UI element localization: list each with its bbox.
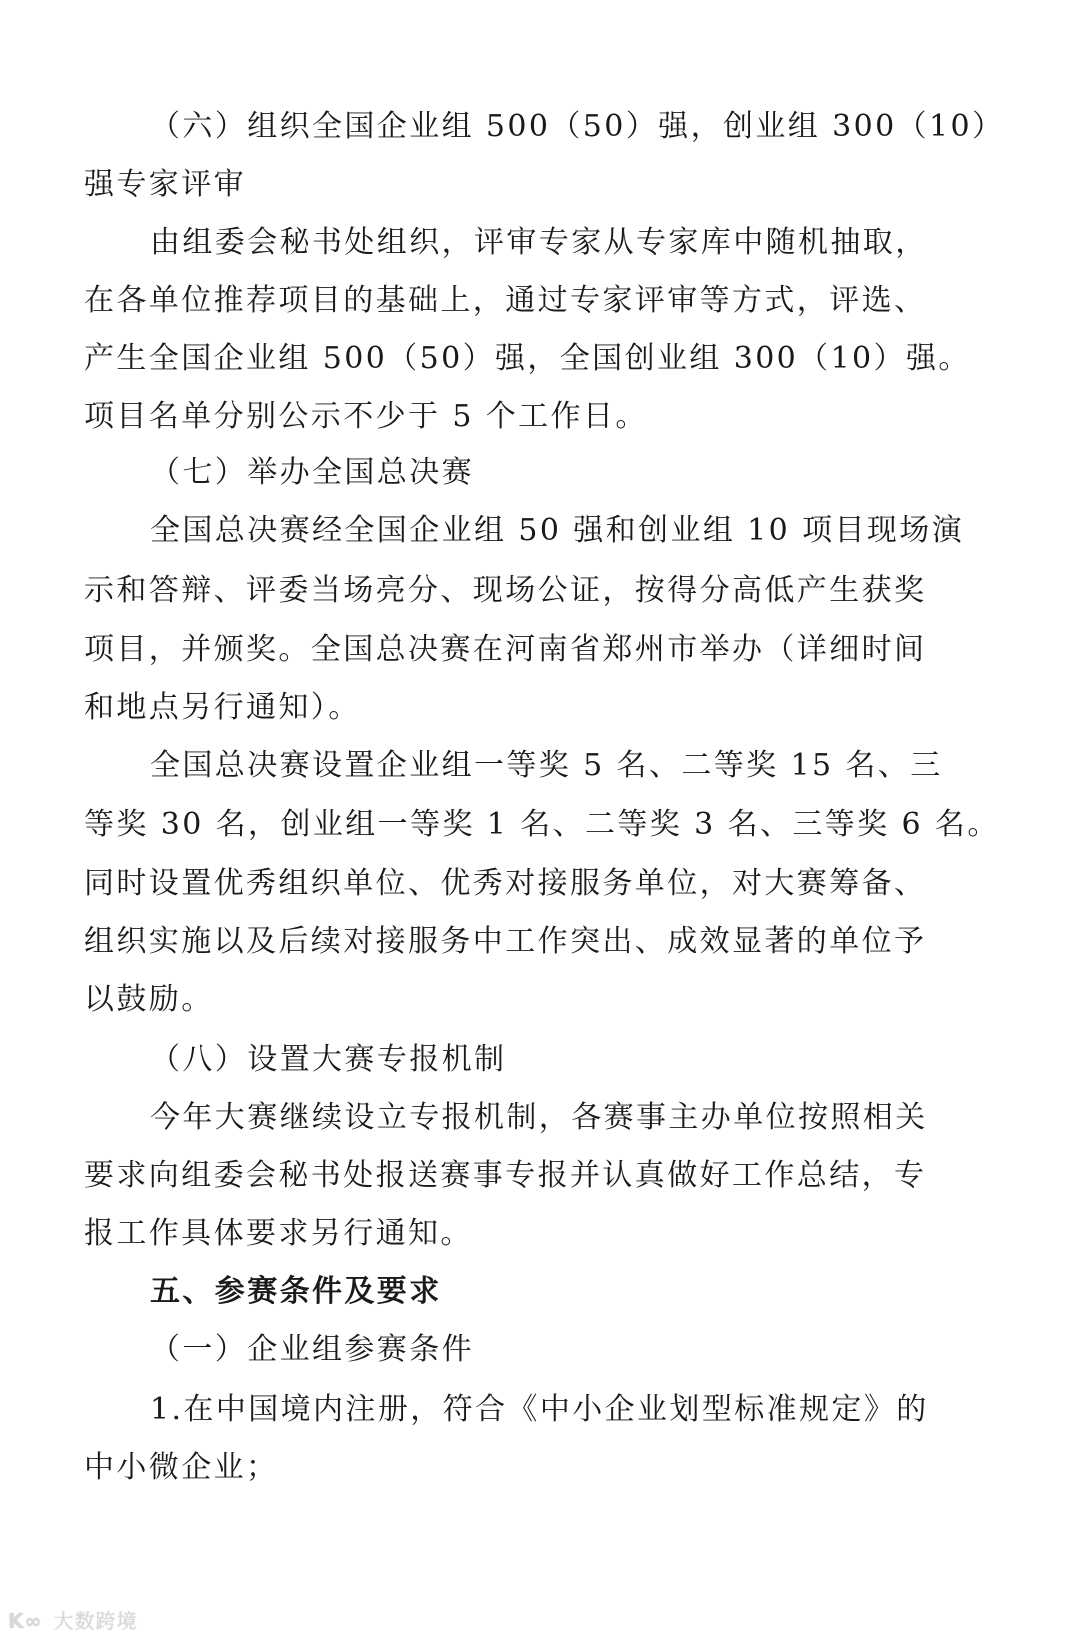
paragraph-line: 强专家评审	[84, 167, 246, 202]
paragraph-line: 中小微企业；	[84, 1450, 279, 1485]
paragraph-line: 项目，并颁奖。全国总决赛在河南省郑州市举办（详细时间	[84, 632, 927, 667]
paragraph-line: 今年大赛继续设立专报机制，各赛事主办单位按照相关	[150, 1100, 928, 1135]
paragraph-line: 项目名单分别公示不少于 5 个工作日。	[84, 399, 648, 434]
paragraph-line: 在各单位推荐项目的基础上，通过专家评审等方式，评选、	[84, 283, 927, 318]
section-heading-1: （一）企业组参赛条件	[150, 1332, 474, 1367]
section-heading-6: （六）组织全国企业组 500（50）强，创业组 300（10）	[150, 109, 1005, 144]
paragraph-line: 要求向组委会秘书处报送赛事专报并认真做好工作总结，专	[84, 1158, 927, 1193]
section-heading-8: （八）设置大赛专报机制	[150, 1042, 507, 1077]
paragraph-line: 报工作具体要求另行通知。	[84, 1216, 473, 1251]
paragraph-line: 同时设置优秀组织单位、优秀对接服务单位，对大赛筹备、	[84, 866, 927, 901]
paragraph-line: 全国总决赛设置企业组一等奖 5 名、二等奖 15 名、三	[150, 748, 943, 783]
section-heading-7: （七）举办全国总决赛	[150, 455, 474, 490]
paragraph-line: 组织实施以及后续对接服务中工作突出、成效显著的单位予	[84, 924, 927, 959]
paragraph-line: 等奖 30 名，创业组一等奖 1 名、二等奖 3 名、三等奖 6 名。	[84, 807, 1000, 842]
paragraph-line: 示和答辩、评委当场亮分、现场公证，按得分高低产生获奖	[84, 573, 927, 608]
chapter-heading-5: 五、参赛条件及要求	[150, 1274, 442, 1309]
paragraph-line: 以鼓励。	[84, 982, 214, 1017]
paragraph-line: 产生全国企业组 500（50）强，全国创业组 300（10）强。	[84, 341, 971, 376]
paragraph-line: 和地点另行通知）。	[84, 690, 361, 725]
paragraph-line: 由组委会秘书处组织，评审专家从专家库中随机抽取，	[150, 225, 928, 260]
watermark	[8, 1605, 138, 1634]
watermark-text: 大数跨境	[53, 1609, 138, 1633]
paragraph-line: 全国总决赛经全国企业组 50 强和创业组 10 项目现场演	[150, 513, 965, 548]
paragraph-line: 1.在中国境内注册，符合《中小企业划型标准规定》的	[150, 1392, 929, 1427]
watermark-logo-icon: K∞	[8, 1609, 43, 1633]
